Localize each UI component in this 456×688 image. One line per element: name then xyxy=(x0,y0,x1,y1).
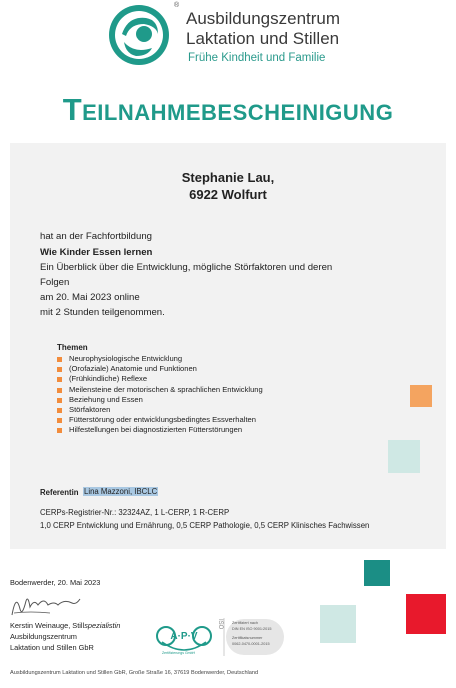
signer-name: Kerstin Weinauge, Stillspezialistin xyxy=(10,621,121,630)
iso-line3: Zertifikatsnummer xyxy=(232,636,263,640)
list-item: Fütterstörung oder entwicklungsbedingtes Essverhalten xyxy=(57,415,263,425)
topics-list xyxy=(57,354,263,436)
course-subtitle-line1: Ein Überblick über die Entwicklung, mögliche Störfaktoren und deren xyxy=(40,262,333,273)
decorative-square-light-teal xyxy=(388,440,420,473)
logo-mark-icon xyxy=(108,4,170,66)
list-item: (Orofaziale) Anatomie und Funktionen xyxy=(57,364,263,374)
bullet-icon xyxy=(57,388,62,393)
signer-org-line2: Laktation und Stillen GbR xyxy=(10,643,94,652)
participant-place: 6922 Wolfurt xyxy=(189,187,267,202)
org-tagline: Frühe Kindheit und Familie xyxy=(188,52,326,64)
course-date: am 20. Mai 2023 online xyxy=(40,292,140,303)
org-name-line1: Ausbildungszentrum xyxy=(186,9,341,28)
participant-name: Stephanie Lau, xyxy=(181,170,275,185)
topics-heading: Themen xyxy=(57,343,88,352)
document-title: Teilnahmebescheinigung xyxy=(62,92,394,127)
bullet-icon xyxy=(57,377,62,382)
decorative-square-orange xyxy=(410,385,432,407)
signature-date: Bodenwerder, 20. Mai 2023 xyxy=(10,578,101,587)
iso-label: ISO xyxy=(217,619,223,630)
bullet-icon xyxy=(57,428,62,433)
org-name-line2: Laktation und Stillen xyxy=(186,29,340,48)
referent-label: Referentin xyxy=(40,488,79,497)
svg-text:A·P·V: A·P·V xyxy=(170,631,198,642)
referent-name: Lina Mazzoni, IBCLC xyxy=(84,487,158,496)
decorative-square-light-teal-small xyxy=(320,605,356,643)
course-duration: mit 2 Stunden teilgenommen. xyxy=(40,307,165,318)
bullet-icon xyxy=(57,398,62,403)
footer-address: Ausbildungszentrum Laktation und Stillen GbR, Große Straße 16, 37619 Bodenwerder, Deutschland xyxy=(10,670,259,676)
bullet-icon xyxy=(57,357,62,362)
course-name: Wie Kinder Essen lernen xyxy=(40,247,153,258)
list-item: Beziehung und Essen xyxy=(57,395,263,405)
course-subtitle-line2: Folgen xyxy=(40,277,70,288)
signature-image xyxy=(10,589,82,619)
iso-line1: Zertifiziert nach xyxy=(232,621,258,625)
bullet-icon xyxy=(57,408,62,413)
cerps-line1: CERPs-Registrier-Nr.: 32324AZ, 1 L-CERP, 1 R-CERP xyxy=(40,508,230,517)
list-item: Hilfestellungen bei diagnostizierten Fütterstörungen xyxy=(57,425,263,435)
decorative-square-teal xyxy=(364,560,390,586)
decorative-square-red xyxy=(406,594,446,634)
cerps-line2: 1,0 CERP Entwicklung und Ernährung, 0,5 CERP Pathologie, 0,5 CERP Klinisches Fachwissen xyxy=(40,521,370,530)
list-item: Störfaktoren xyxy=(57,405,263,415)
iso-line4: 0062-0470-0001-2015 xyxy=(232,642,270,646)
registered-mark: ® xyxy=(174,2,180,9)
list-item: Neurophysiologische Entwicklung xyxy=(57,354,263,364)
apv-subtitle: Zertifizierungs GmbH xyxy=(162,651,196,655)
bullet-icon xyxy=(57,367,62,372)
bullet-icon xyxy=(57,418,62,423)
list-item: Meilensteine der motorischen & sprachlichen Entwicklung xyxy=(57,385,263,395)
iso-line2: DIN EN ISO 9001:2015 xyxy=(232,627,272,631)
course-intro: hat an der Fachfortbildung xyxy=(40,231,153,242)
signer-org-line1: Ausbildungszentrum xyxy=(10,632,77,641)
list-item: (Frühkindliche) Reflexe xyxy=(57,374,263,384)
